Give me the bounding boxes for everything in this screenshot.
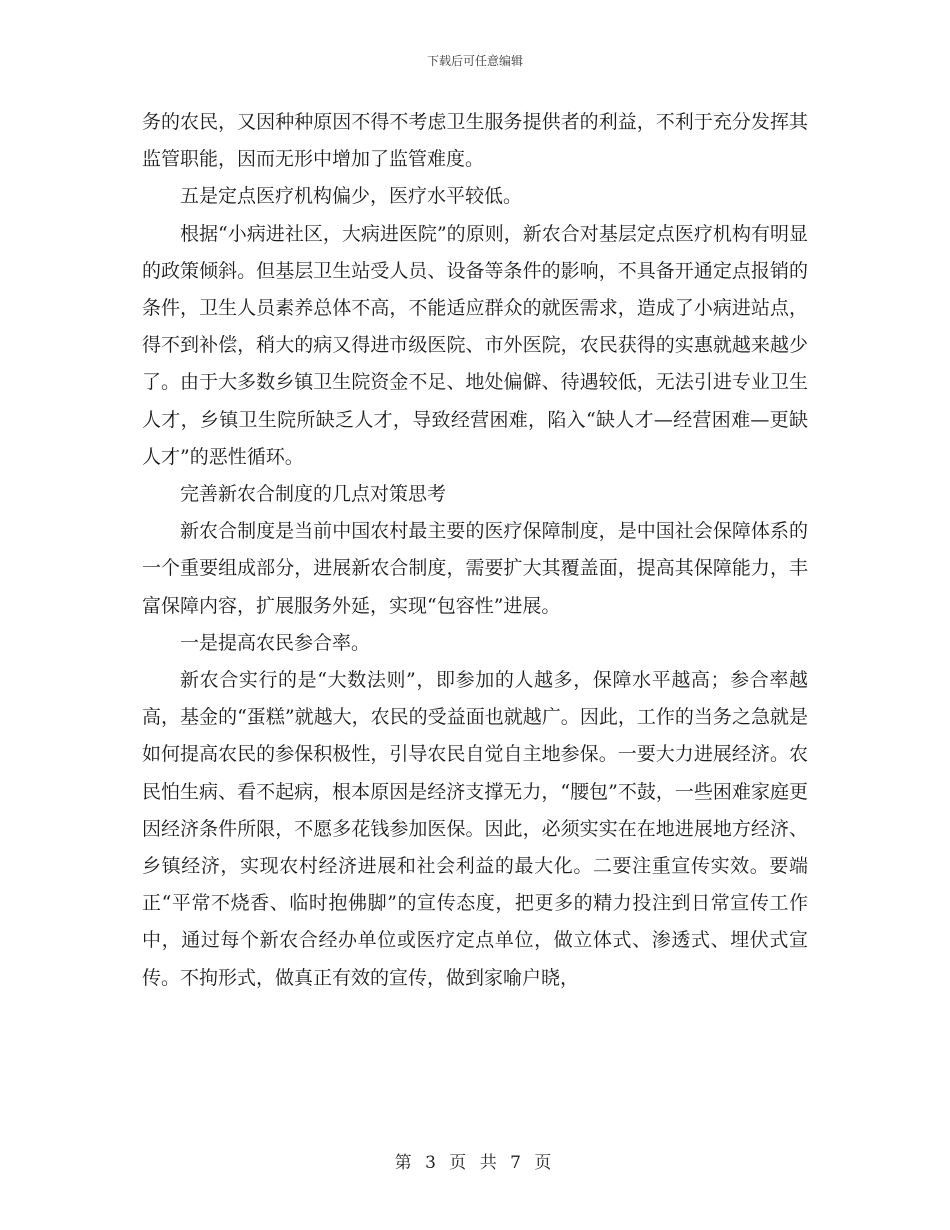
paragraph-6: 一是提高农民参合率。 (180, 631, 371, 654)
paragraph-7: 新农合实行的是“大数法则”，即参加的人越多，保障水平越高；参合率越高，基金的“蛋糕”就越大，农民的受益面也就越广。因此，工作的当务之急就是如何提高农民的参保积极性，引导农民自觉自主地参保。一要大力进展经济。农民怕生病、看不起病，根本原因是经济支撑无力，“腰包”不鼓，一些困难家庭更因经济条件所限，不愿多花钱参加医保。因此，必须实实在在地进展地方经济、乡镇经济，实现农村经济进展和社会利益的最大化。二要注重宣传实效。要端正“平常不烧香、临时抱佛脚”的宣传态度，把更多的精力投注到日常宣传工作中，通过每个新农合经办单位或医疗定点单位，做立体式、渗透式、埋伏式宣传。不拘形式，做真正有效的宣传，做到家喻户晓， (142, 669, 808, 989)
page-header-note: 下载后可任意编辑 (426, 54, 523, 68)
section-heading: 完善新农合制度的几点对策思考 (180, 483, 447, 506)
page-number: 第 3 页 共 7 页 (394, 1153, 556, 1173)
document-body (142, 104, 808, 997)
paragraph-3: 根据“小病进社区，大病进医院”的原则，新农合对基层定点医疗机构有明显的政策倾斜。但基层卫生站受人员、设备等条件的影响，不具备开通定点报销的条件，卫生人员素养总体不高，不能适应群众的就医需求，造成了小病进站点，得不到补偿，稍大的病又得进市级医院、市外医院，农民获得的实惠就越来越少了。由于大多数乡镇卫生院资金不足、地处偏僻、待遇较低，无法引进专业卫生人才，乡镇卫生院所缺乏人才，导致经营困难，陷入“缺人才—经营困难—更缺人才”的恶性循环。 (142, 222, 808, 468)
paragraph-1: 务的农民，又因种种原因不得不考虑卫生服务提供者的利益，不利于充分发挥其监管职能，因而无形中增加了监管难度。 (142, 111, 808, 171)
paragraph-2: 五是定点医疗机构偏少，医疗水平较低。 (180, 185, 523, 208)
paragraph-5: 新农合制度是当前中国农村最主要的医疗保障制度，是中国社会保障体系的一个重要组成部分，进展新农合制度，需要扩大其覆盖面，提高其保障能力，丰富保障内容，扩展服务外延，实现“包容性”进展。 (142, 520, 808, 617)
